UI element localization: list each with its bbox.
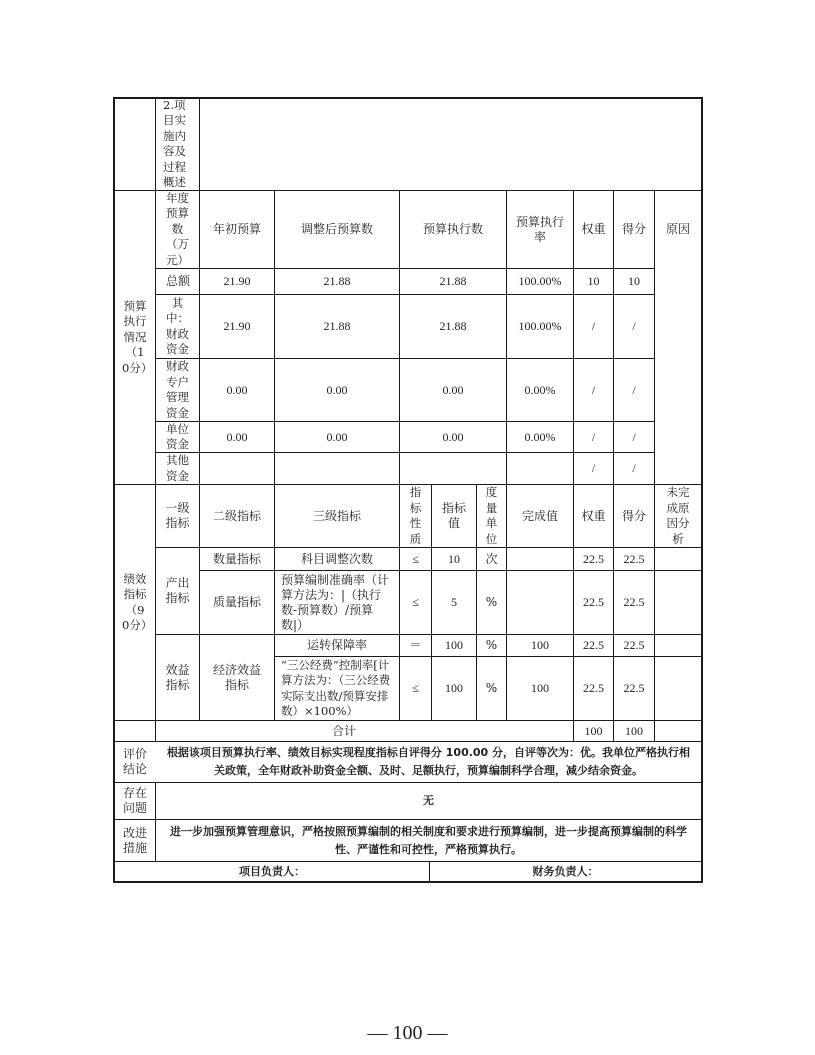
evaluation-label: 评价结论 xyxy=(122,747,147,776)
perf-row-level2: 质量指标 xyxy=(212,595,261,609)
evaluation-text: 根据该项目预算执行率、绩效目标实现程度指标自评得分 100.00 分，自评等次为：优。我单位严格执行相关政策，全年财政补助资金全额、及时、足额执行，预算编制科学合理，减少结余资金。 xyxy=(166,746,691,777)
perf-header-weight: 权重 xyxy=(581,508,606,523)
budget-row-label: 其中：财政资金 xyxy=(166,295,189,356)
budget-row-weight: 10 xyxy=(587,274,600,288)
perf-row-weight: 22.5 xyxy=(583,551,604,566)
page-number: — 100 — xyxy=(367,1022,448,1044)
budget-row-label: 其他资金 xyxy=(166,453,189,483)
budget-header-reason: 原因 xyxy=(665,222,690,236)
perf-row-done: 100 xyxy=(531,638,549,652)
performance-section-label: 绩效指标（90分） xyxy=(122,571,153,632)
total-label: 合计 xyxy=(331,723,356,738)
finance-lead-signature: 财务负责人： xyxy=(532,864,599,878)
perf-header-score: 得分 xyxy=(621,508,646,523)
budget-row-rate: 0.00% xyxy=(524,382,556,397)
perf-row-weight: 22.5 xyxy=(583,638,604,652)
perf-row-nature: ＝ xyxy=(409,638,422,652)
table-right-border xyxy=(701,97,703,883)
perf-row-score: 22.5 xyxy=(623,595,645,609)
budget-row-weight: / xyxy=(591,461,596,475)
perf-row-level3: “三公经费”控制率[计算方法为：（三公经费实际支出数/预算安排数）×100%） xyxy=(281,657,391,718)
perf-header-unit: 度量单位 xyxy=(485,485,498,546)
perf-row-unit: % xyxy=(485,595,498,609)
perf-row-score: 22.5 xyxy=(623,681,645,695)
budget-row-adjusted: 0.00 xyxy=(326,429,348,444)
perf-row-done xyxy=(507,571,573,634)
budget-row-initial: 21.90 xyxy=(223,319,251,333)
perf-row-unit: 次 xyxy=(485,551,498,566)
perf-row-level3: 预算编制准确率（计算方法为：|（执行数-预算数）/预算数|） xyxy=(281,572,390,632)
budget-row-score: / xyxy=(632,382,636,397)
perf-row-level2: 经济效益指标 xyxy=(212,662,261,692)
project-lead-signature: 项目负责人： xyxy=(239,864,305,878)
perf-row-nature: ≤ xyxy=(412,595,419,609)
perf-benefit-label: 效益指标 xyxy=(165,662,190,692)
perf-header-level3: 三级指标 xyxy=(312,508,361,523)
perf-output-label: 产出指标 xyxy=(165,576,190,605)
perf-row-nature: ≤ xyxy=(412,681,419,695)
perf-header-reason: 未完成原因分析 xyxy=(666,485,690,546)
budget-header-rate: 预算执行率 xyxy=(515,214,564,244)
budget-header-score: 得分 xyxy=(621,222,646,236)
budget-row-executed: 21.88 xyxy=(439,274,467,288)
table-bottom-border xyxy=(113,881,702,883)
perf-row-unit: % xyxy=(485,681,498,695)
perf-header-level1: 一级指标 xyxy=(165,501,190,530)
improvements-text: 进一步加强预算管理意识，严格按照预算编制的相关制度和要求进行预算编制，进一步提高预算编制的科学性、严谨性和可控性，严格预算执行。 xyxy=(170,824,687,856)
budget-row-adjusted: 21.88 xyxy=(323,319,351,333)
budget-row-weight: / xyxy=(591,382,596,397)
perf-header-value: 指标值 xyxy=(441,501,466,530)
budget-row-label: 单位资金 xyxy=(166,421,189,451)
budget-row-executed xyxy=(400,453,506,484)
budget-header-weight: 权重 xyxy=(581,222,606,236)
section2-label: 2.项目实施内容及过程概述 xyxy=(163,97,186,189)
budget-row-executed: 21.88 xyxy=(439,319,467,333)
perf-row-value: 5 xyxy=(451,595,457,609)
perf-row-unit: % xyxy=(485,638,498,652)
improvements-label: 改进措施 xyxy=(122,825,147,855)
perf-row-level3: 科目调整次数 xyxy=(300,551,373,566)
budget-header-initial: 年初预算 xyxy=(212,222,261,236)
issues-label: 存在问题 xyxy=(122,786,147,815)
section2-content xyxy=(200,98,701,190)
budget-row-score: 10 xyxy=(628,274,640,288)
budget-row-weight: / xyxy=(591,429,596,444)
perf-row-score: 22.5 xyxy=(623,551,645,566)
budget-row-label: 财政专户管理资金 xyxy=(166,359,189,420)
budget-row-adjusted: 21.88 xyxy=(323,274,351,288)
perf-row-level2: 数量指标 xyxy=(212,551,261,566)
perf-header-level2: 二级指标 xyxy=(212,508,261,523)
total-weight: 100 xyxy=(584,723,603,738)
issues-text: 无 xyxy=(423,794,434,807)
budget-row-rate xyxy=(507,453,573,484)
budget-section-label: 预算执行情况（10分） xyxy=(122,298,153,375)
budget-header-adjusted: 调整后预算数 xyxy=(300,222,373,236)
budget-row-executed: 0.00 xyxy=(442,382,464,397)
budget-row-adjusted xyxy=(275,453,399,484)
budget-row-score: / xyxy=(632,319,636,333)
perf-row-value: 10 xyxy=(448,551,460,566)
perf-row-score: 22.5 xyxy=(623,638,645,652)
budget-row-score: / xyxy=(632,429,636,444)
budget-row-rate: 100.00% xyxy=(518,319,562,333)
budget-row-initial: 0.00 xyxy=(226,382,248,397)
budget-row-label: 总额 xyxy=(166,274,191,288)
perf-row-weight: 22.5 xyxy=(583,595,604,609)
budget-row-rate: 100.00% xyxy=(518,274,562,288)
perf-row-done: 100 xyxy=(531,681,549,695)
perf-row-weight: 22.5 xyxy=(583,681,604,695)
perf-row-done xyxy=(507,548,573,570)
budget-row-score: / xyxy=(632,461,636,475)
budget-row-adjusted: 0.00 xyxy=(326,382,348,397)
budget-row-rate: 0.00% xyxy=(524,429,556,444)
perf-header-done: 完成值 xyxy=(521,508,558,523)
budget-row-initial xyxy=(200,453,274,484)
perf-row-nature: ≤ xyxy=(412,551,419,566)
budget-row-initial: 21.90 xyxy=(223,274,251,288)
perf-row-value: 100 xyxy=(445,681,463,695)
budget-row-executed: 0.00 xyxy=(442,429,464,444)
budget-header-executed: 预算执行数 xyxy=(422,222,483,236)
perf-header-nature: 指标性质 xyxy=(409,485,422,546)
perf-row-level3: 运转保障率 xyxy=(306,638,367,652)
total-score: 100 xyxy=(625,723,643,738)
perf-row-value: 100 xyxy=(445,638,463,652)
budget-header-annual: 年度预算数（万元） xyxy=(166,190,189,267)
budget-row-initial: 0.00 xyxy=(226,429,248,444)
budget-row-weight: / xyxy=(591,319,596,333)
